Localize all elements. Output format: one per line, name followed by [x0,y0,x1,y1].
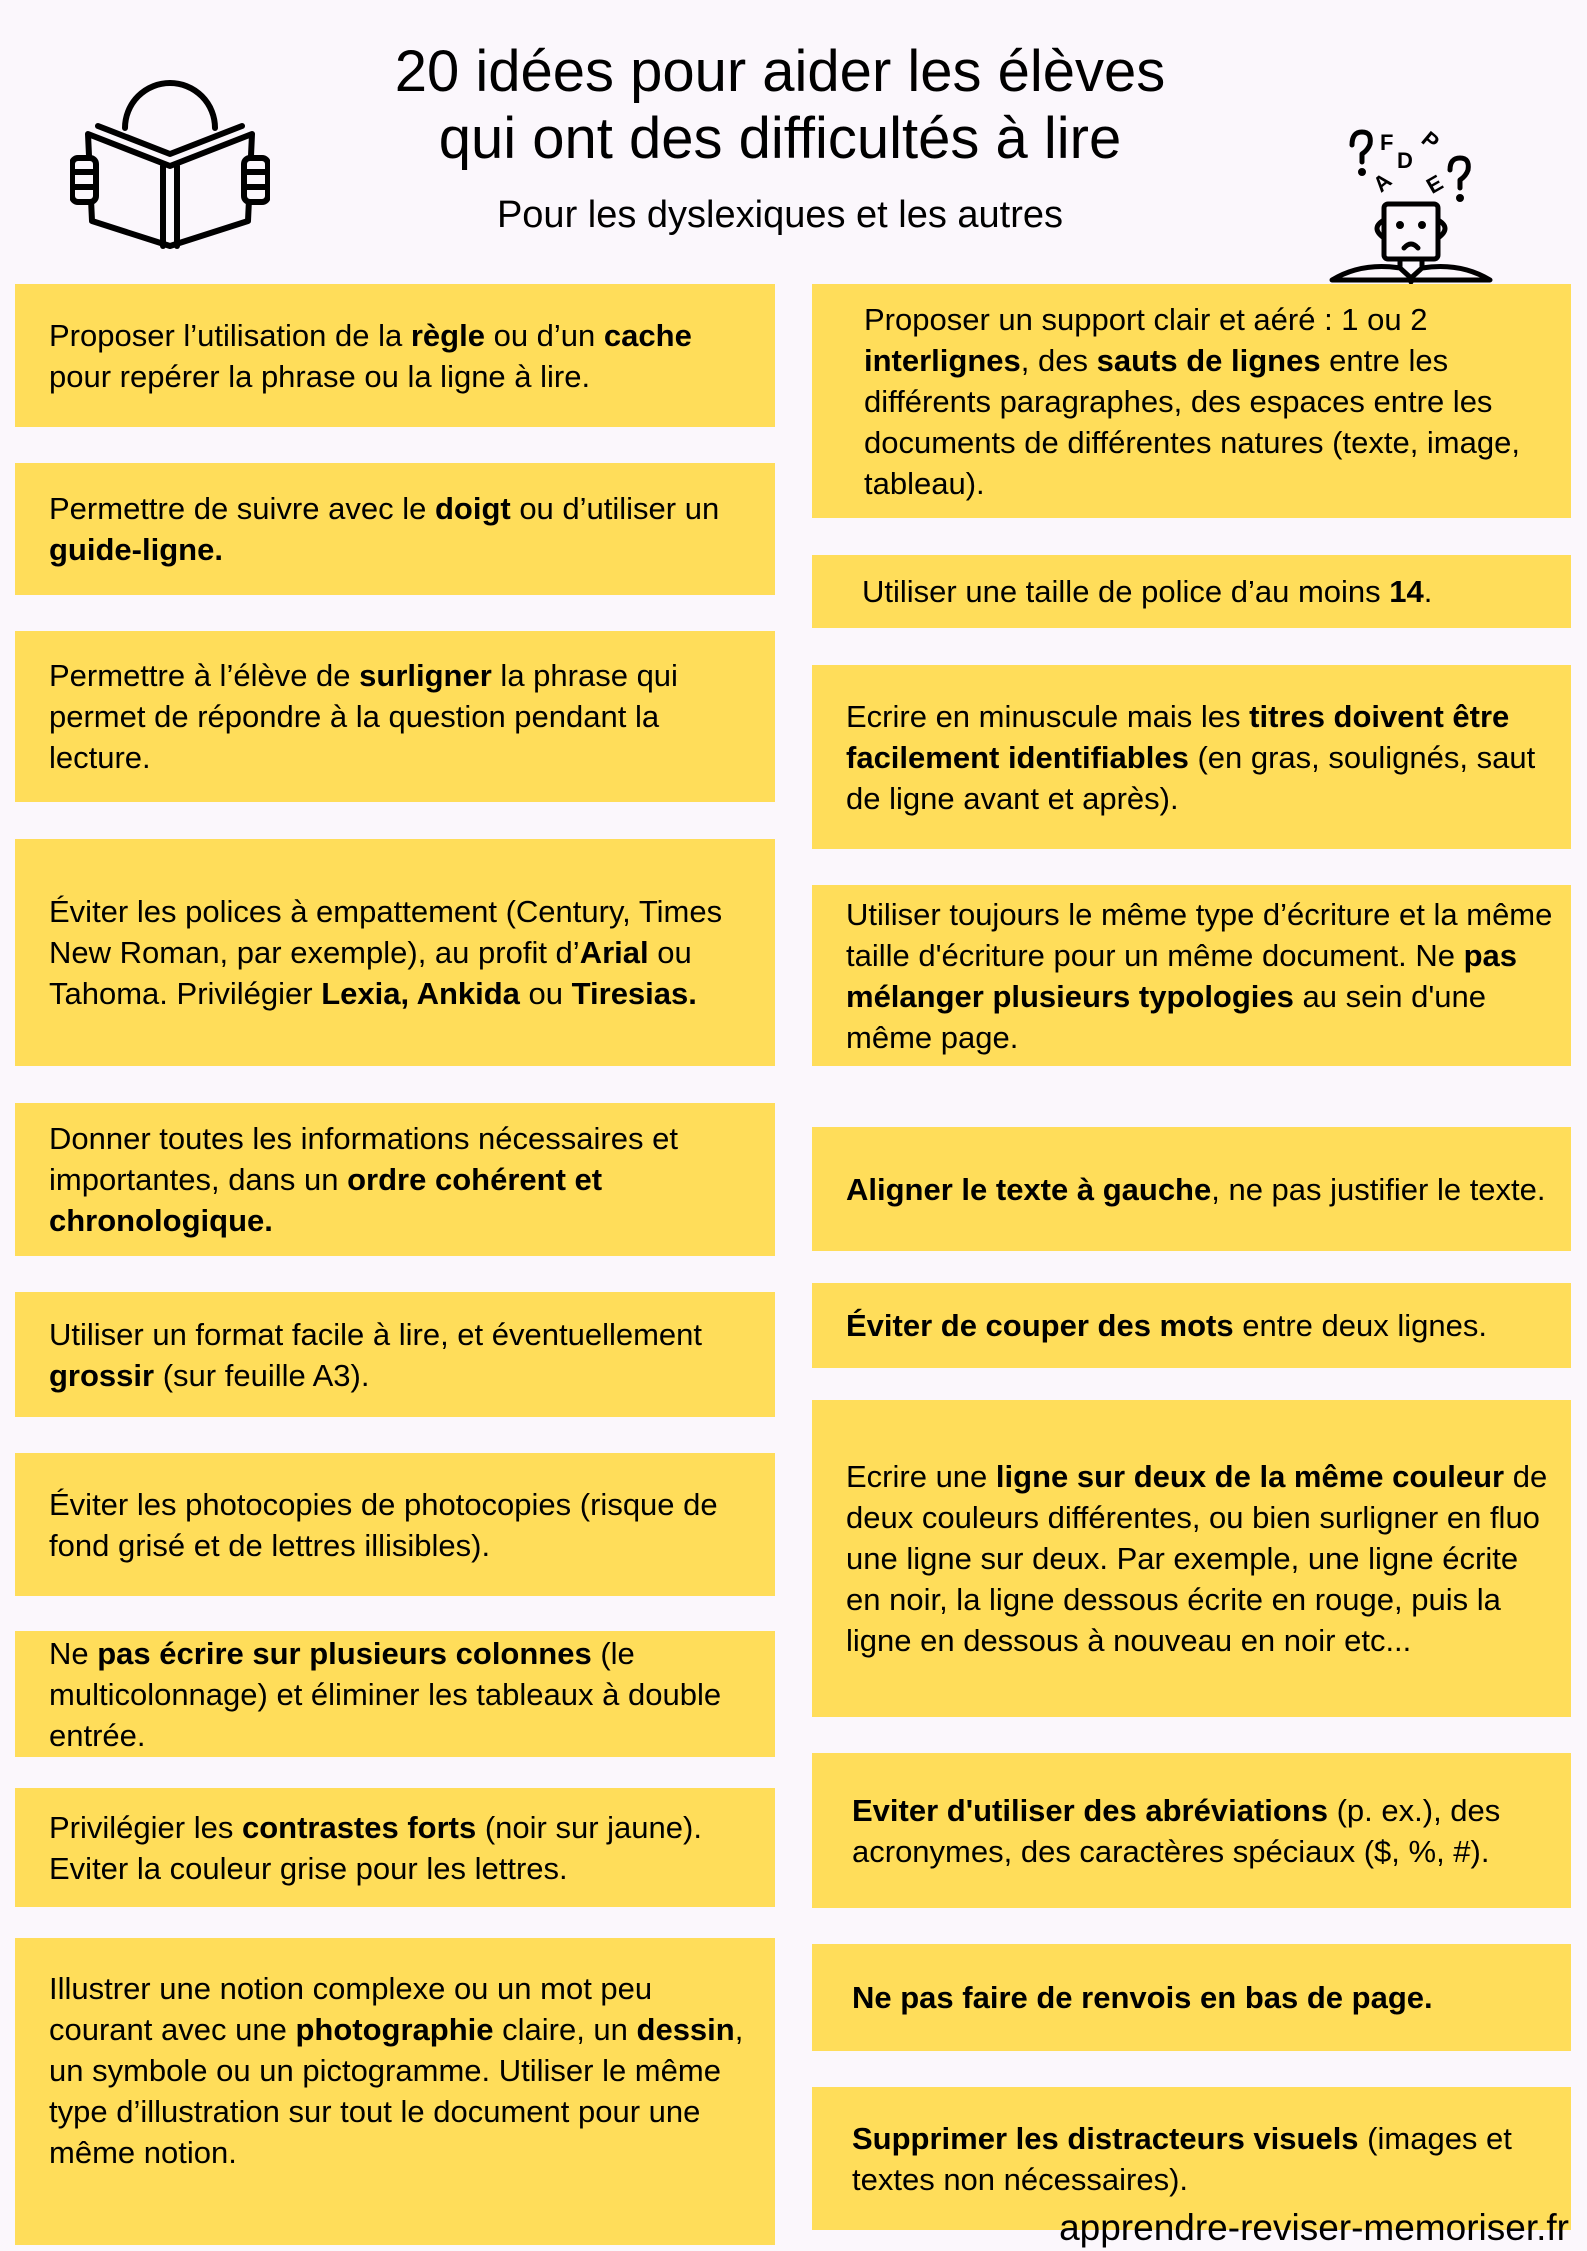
tip-text [864,299,1551,504]
tip-text [846,1169,1546,1210]
body-text: ou [519,976,572,1011]
body-text: Permettre de suivre avec le [49,491,435,526]
svg-text:A: A [1368,167,1397,198]
emphasis-text: Éviter de couper des mots [846,1308,1234,1343]
emphasis-text: sauts de lignes [1096,342,1321,378]
tip-card-right-9 [812,1944,1571,2051]
body-text: (images et textes non nécessaires). [852,2120,1512,2197]
emphasis-text: dessin [636,2012,735,2047]
body-text: Utiliser toujours le même type d’écriture et la même taille d'écriture pour un même document. Ne [846,896,1553,973]
tip-text [846,1456,1551,1661]
emphasis-text: cache [603,317,692,353]
body-text: (le multicolonnage) et éliminer les tableaux à double entrée. [49,1635,722,1753]
body-text: ou d’utiliser un [510,491,720,526]
tip-card-right-1 [812,284,1571,518]
tip-card-left-4 [15,839,775,1066]
reading-person-icon [70,66,270,251]
emphasis-text: Ne pas faire de renvois en bas de page. [852,1980,1433,2015]
svg-text:P: P [1416,126,1445,155]
tip-card-left-5 [15,1103,775,1256]
body-text: , des [1020,342,1097,378]
tip-text [852,2118,1551,2200]
emphasis-text: contrastes forts [241,1809,477,1845]
title-line-2: qui ont des difficultés à lire [438,106,1122,171]
page-subtitle: Pour les dyslexiques et les autres [496,194,1064,236]
tip-text [49,655,755,778]
tip-text [846,894,1571,1058]
emphasis-text: interlignes [864,342,1021,378]
tip-card-left-6 [15,1292,775,1417]
tip-text [49,315,755,397]
body-text: Éviter les polices à empattement (Century, Times New Roman, par exemple), au profit d’ [49,894,723,970]
emphasis-text: ordre cohérent et chronologique. [49,1162,603,1238]
tip-text [49,488,755,570]
emphasis-text: Supprimer les distracteurs visuels [852,2120,1359,2156]
emphasis-text: Arial [579,935,649,970]
body-text: Illustrer une notion complexe ou un mot peu courant avec une [49,1971,653,2047]
tip-card-left-3 [15,631,775,802]
body-text: Proposer l’utilisation de la [49,317,411,353]
emphasis-text: pas écrire sur plusieurs colonnes [97,1635,592,1671]
emphasis-text: pas mélanger plusieurs typologies [846,937,1518,1014]
tip-text [49,1484,755,1566]
emphasis-text: grossir [49,1357,155,1393]
tip-text [49,1633,755,1756]
body-text: Ecrire en minuscule mais les [846,698,1250,734]
tip-card-left-8 [15,1631,775,1757]
body-text: Ecrire une [846,1459,996,1494]
tip-text [49,891,755,1014]
tip-card-right-2 [812,555,1571,628]
tip-text [49,1968,755,2173]
body-text: ou Tahoma. Privilégier [49,935,692,1011]
tip-card-left-7 [15,1453,775,1596]
emphasis-text: surligner [359,658,492,693]
tip-card-right-4 [812,885,1571,1066]
tip-text [846,696,1551,819]
tip-text [852,1977,1433,2018]
tip-card-left-9 [15,1788,775,1907]
body-text: Donner toutes les informations nécessaires et importantes, dans un [49,1121,678,1197]
body-text: Permettre à l’élève de [49,658,360,693]
body-text: Privilégier les [49,1809,242,1845]
confused-person-icon [1322,120,1502,285]
tip-card-left-1 [15,284,775,427]
emphasis-text: ligne sur deux de la même couleur [995,1459,1505,1494]
body-text: entre deux lignes. [1233,1308,1487,1343]
tip-text [846,1305,1487,1346]
tip-card-right-3 [812,665,1571,849]
tip-card-right-8 [812,1753,1571,1908]
body-text: , ne pas justifier le texte. [1211,1171,1546,1207]
body-text: au sein d'une même page. [846,978,1486,1055]
emphasis-text: Tiresias. [571,976,697,1011]
body-text: (p. ex.), des acronymes, des caractères spéciaux ($, %, #). [852,1792,1501,1869]
website-credit: apprendre-reviser-memoriser.fr [1059,2207,1569,2248]
tip-card-right-5 [812,1127,1571,1251]
body-text: claire, un [493,2012,637,2047]
svg-text:D: D [1397,148,1413,173]
emphasis-text: photographie [295,2012,494,2047]
tip-text [49,1118,755,1241]
body-text: entre les différents paragraphes, des espaces entre les documents de différentes natures (texte, image, tableau). [864,342,1520,501]
body-text: Utiliser une taille de police d’au moins [862,574,1390,609]
body-text: . [1423,574,1433,609]
body-text: Éviter les photocopies de photocopies (risque de fond grisé et de lettres illisibles). [49,1486,718,1563]
svg-text:E: E [1421,169,1448,199]
tip-text [49,1314,755,1396]
svg-text:F: F [1380,130,1394,155]
emphasis-text: règle [410,317,485,353]
body-text: (noir sur jaune). Eviter la couleur grise pour les lettres. [49,1809,702,1886]
emphasis-text: Aligner le texte à gauche [846,1171,1212,1207]
tip-card-right-7 [812,1400,1571,1717]
body-text: Ne [49,1635,98,1671]
emphasis-text: titres doivent être facilement identifiables [846,698,1510,775]
body-text: Proposer un support clair et aéré : 1 ou 2 [864,301,1428,337]
body-text: ou d’un [484,317,604,353]
body-text: (sur feuille A3). [154,1357,370,1393]
emphasis-text: Eviter d'utiliser des abréviations [852,1792,1328,1828]
tip-text [862,571,1432,612]
emphasis-text: guide-ligne. [49,532,223,567]
page-title [280,38,1280,172]
body-text: pour repérer la phrase ou la ligne à lire. [49,358,591,394]
body-text: Utiliser un format facile à lire, et éventuellement [49,1316,703,1352]
tip-card-left-10 [15,1938,775,2245]
body-text: la phrase qui permet de répondre à la question pendant la lecture. [49,658,678,775]
emphasis-text: doigt [434,491,511,526]
tip-text [49,1807,755,1889]
tip-card-right-6 [812,1283,1571,1368]
body-text: (en gras, soulignés, saut de ligne avant et après). [846,739,1536,816]
tip-card-left-2 [15,463,775,595]
body-text: , un symbole ou un pictogramme. Utiliser le même type d’illustration sur tout le document pour une même notion. [49,2012,744,2170]
emphasis-text: Lexia, Ankida [321,976,520,1011]
tip-text [852,1790,1551,1872]
title-line-1: 20 idées pour aider les élèves [394,39,1166,104]
body-text: de deux couleurs différentes, ou bien surligner en fluo une ligne sur deux. Par exemple, une ligne écrite en noir, la ligne dessous écrite en rouge, puis la ligne en dessous à nouveau en noir etc... [846,1459,1548,1658]
emphasis-text: 14 [1389,574,1424,609]
